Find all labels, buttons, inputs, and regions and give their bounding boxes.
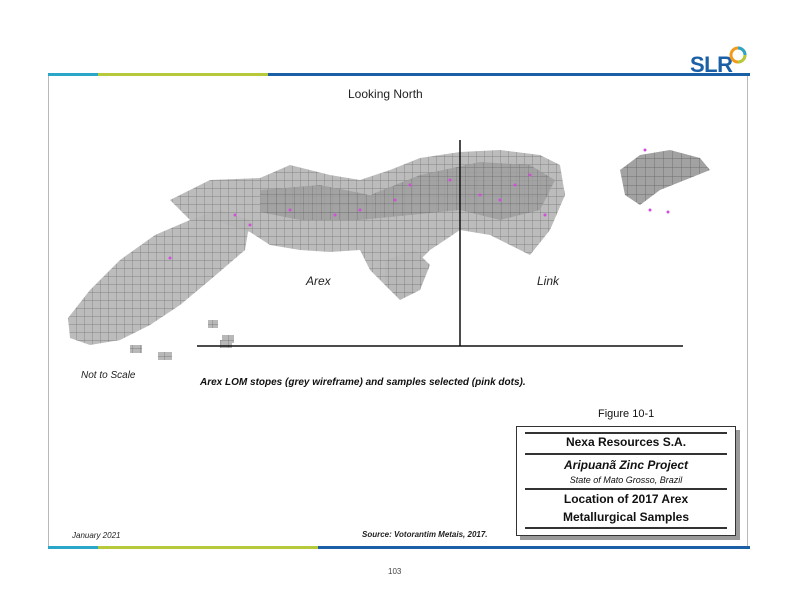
view-direction-label: Looking North [348,87,423,101]
title-rule-mid2 [525,488,727,490]
project-name: Aripuanã Zinc Project [563,458,689,472]
title-rule-mid1 [525,453,727,455]
slr-logo: SLR [690,52,733,77]
figure-number: Figure 10-1 [598,408,655,420]
footer-color-bar [48,546,750,549]
project-location: State of Mato Grosso, Brazil [569,475,683,485]
link-zone-label: Link [537,274,560,288]
arex-zone-label: Arex [306,274,331,288]
arex-stopes-lower [68,210,250,345]
far-east-stopes [620,150,710,205]
title-rule-top [525,432,727,434]
figure-title-line1: Location of 2017 Arex [563,492,689,506]
report-date: January 2021 [72,531,121,540]
stope-wireframe-model [60,140,730,360]
figure-caption: Arex LOM stopes (grey wireframe) and samples selected (pink dots). [200,377,526,388]
figure-source: Source: Votorantim Metais, 2017. [362,530,488,539]
company-name: Nexa Resources S.A. [565,435,687,449]
scale-note: Not to Scale [81,370,136,381]
title-block [516,426,736,536]
figure-title-line2: Metallurgical Samples [562,510,690,524]
slr-logo-mark-icon [729,46,747,64]
title-rule-bottom [525,527,727,529]
page-number: 103 [388,567,402,576]
